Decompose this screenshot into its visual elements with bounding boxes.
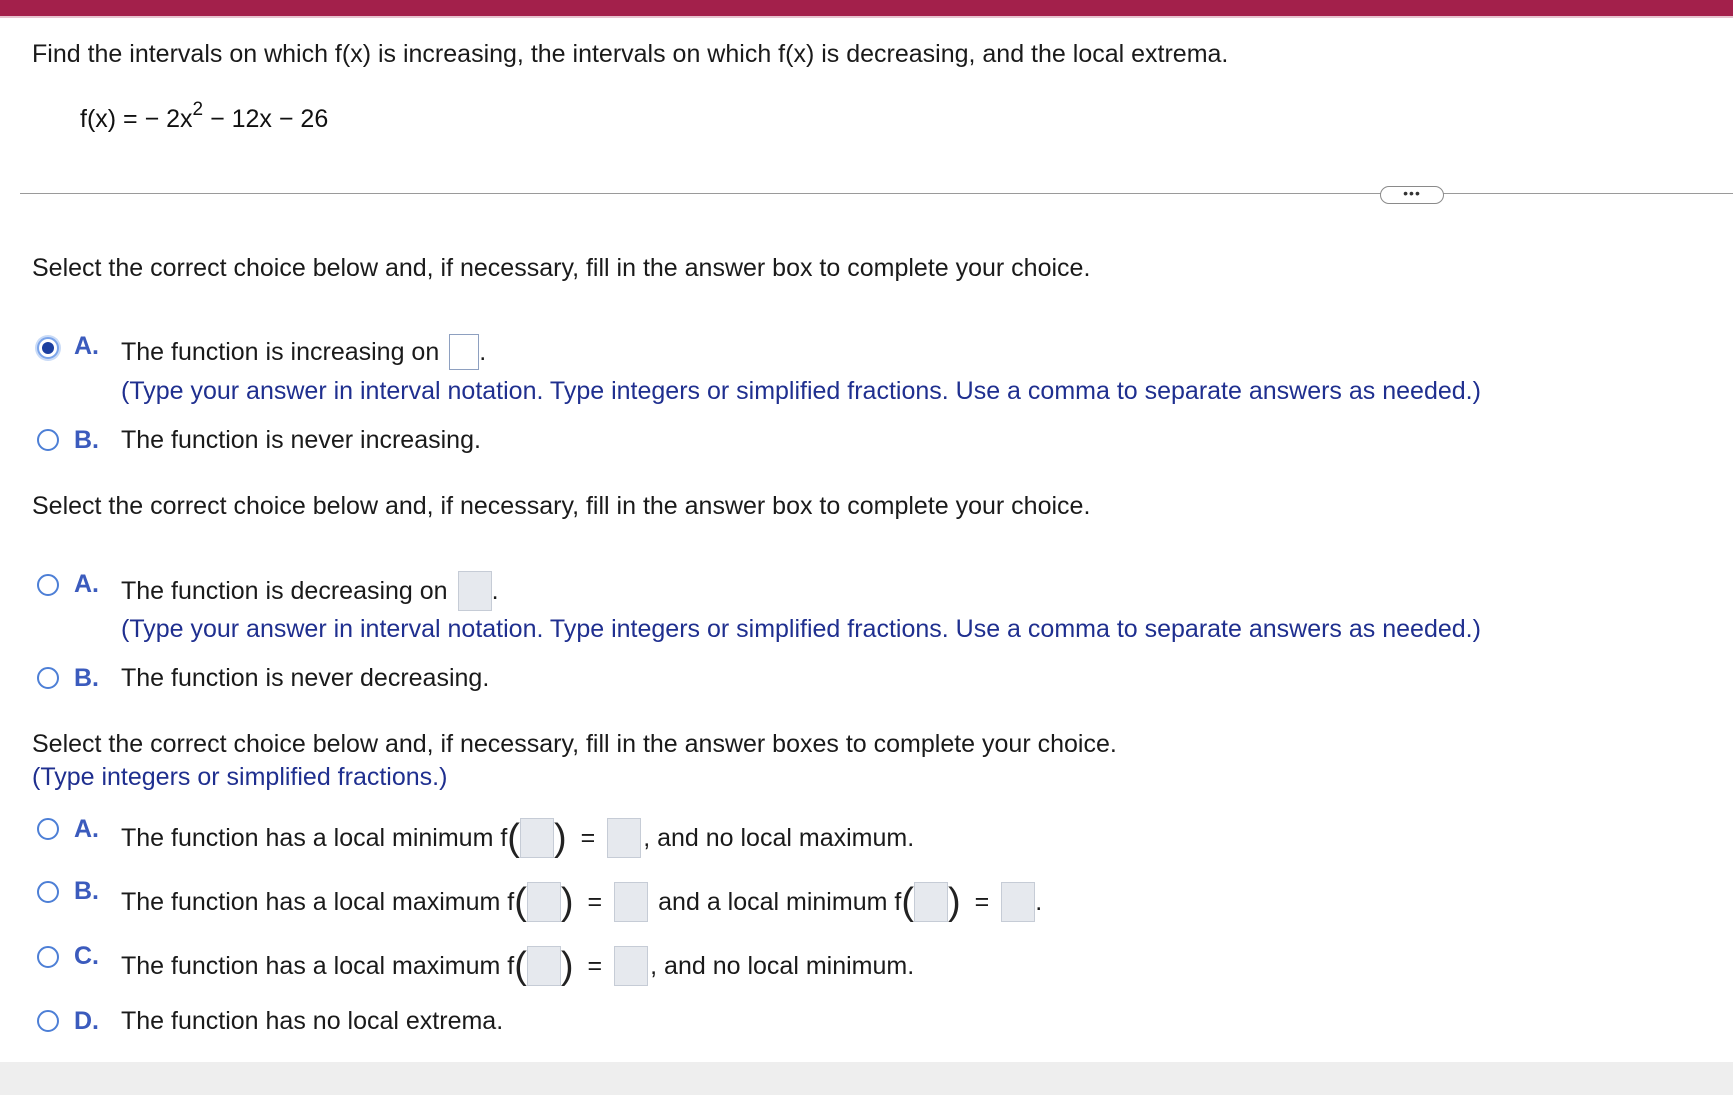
part3-radio-c[interactable] <box>37 946 59 968</box>
part2-choice-a-period: . <box>491 577 499 605</box>
part1-hint: (Type your answer in interval notation. Type integers or simplified fractions. Use a comma to separate answers as needed.) <box>121 377 1481 405</box>
part3-choice-c-text: The function has a local maximum f <box>121 952 515 980</box>
function-rest: − 12x − 26 <box>203 105 329 133</box>
function-term-a: − 2x <box>144 105 193 133</box>
part2-radio-b[interactable] <box>37 667 59 689</box>
part3-b-max-value-input[interactable] <box>614 882 648 922</box>
part3-radio-b[interactable] <box>37 881 59 903</box>
part3-letter-c: C. <box>74 942 99 970</box>
part3-c-max-x-input[interactable] <box>527 946 561 986</box>
part2-letter-b: B. <box>74 664 99 692</box>
part3-a-equals: = <box>580 824 596 852</box>
question-text: Find the intervals on which f(x) is increasing, the intervals on which f(x) is decreasing, and the local extrema. <box>32 40 1229 68</box>
part3-c-max-value-input[interactable] <box>614 946 648 986</box>
part2-interval-input[interactable] <box>458 571 492 611</box>
part3-b-open-paren: ( <box>514 881 527 923</box>
part3-radio-a[interactable] <box>37 818 59 840</box>
part3-choice-a <box>121 818 914 858</box>
part3-choice-c <box>121 946 914 986</box>
part2-radio-a[interactable] <box>37 574 59 596</box>
function-exponent: 2 <box>192 99 204 120</box>
part3-choice-b-mid: and a local minimum f <box>658 888 902 916</box>
part2-instruction: Select the correct choice below and, if necessary, fill in the answer box to complete your choice. <box>32 492 1091 520</box>
part1-letter-a: A. <box>74 332 99 360</box>
top-banner <box>0 0 1733 16</box>
part3-choice-a-text: The function has a local minimum f <box>121 824 508 852</box>
part3-b-open-paren-2: ( <box>901 881 914 923</box>
function-lhs: f(x) = <box>80 105 145 133</box>
part3-b-equals-2: = <box>974 888 990 916</box>
part3-choice-c-tail: , and no local minimum. <box>650 952 915 980</box>
part3-b-max-x-input[interactable] <box>527 882 561 922</box>
part3-choice-b <box>121 882 1042 922</box>
part3-choice-d-text: The function has no local extrema. <box>121 1007 504 1035</box>
part2-letter-a: A. <box>74 570 99 598</box>
part1-letter-b: B. <box>74 426 99 454</box>
part3-b-close-paren: ) <box>560 881 574 923</box>
part3-c-close-paren: ) <box>560 945 574 987</box>
part3-b-min-value-input[interactable] <box>1001 882 1035 922</box>
part1-choice-a-period: . <box>479 338 487 366</box>
part3-letter-b: B. <box>74 877 99 905</box>
part3-c-equals: = <box>587 952 603 980</box>
part1-radio-a[interactable] <box>37 337 59 359</box>
more-options-button[interactable]: ••• <box>1380 186 1444 204</box>
part1-instruction: Select the correct choice below and, if necessary, fill in the answer box to complete your choice. <box>32 254 1091 282</box>
part3-a-open-paren: ( <box>507 817 520 859</box>
function-expression <box>80 99 329 134</box>
part3-hint: (Type integers or simplified fractions.) <box>32 763 448 791</box>
part3-choice-a-tail: , and no local maximum. <box>643 824 915 852</box>
part3-instruction: Select the correct choice below and, if necessary, fill in the answer boxes to complete your choice. <box>32 730 1117 758</box>
part1-choice-a-text: The function is increasing on <box>121 338 440 366</box>
part3-letter-d: D. <box>74 1007 99 1035</box>
footer-bar <box>0 1062 1733 1095</box>
part1-choice-b-text: The function is never increasing. <box>121 426 481 454</box>
part2-choice-b-text: The function is never decreasing. <box>121 664 490 692</box>
part3-c-open-paren: ( <box>514 945 527 987</box>
part3-a-min-x-input[interactable] <box>520 818 554 858</box>
part3-b-min-x-input[interactable] <box>914 882 948 922</box>
part3-a-close-paren: ) <box>553 817 567 859</box>
part1-choice-a <box>121 334 486 370</box>
part3-choice-b-text: The function has a local maximum f <box>121 888 515 916</box>
part3-letter-a: A. <box>74 815 99 843</box>
part2-choice-a <box>121 571 499 611</box>
part3-b-close-paren-2: ) <box>947 881 961 923</box>
part3-b-equals-1: = <box>587 888 603 916</box>
section-divider <box>20 193 1733 194</box>
part3-choice-b-tail: . <box>1035 888 1043 916</box>
part2-choice-a-text: The function is decreasing on <box>121 577 448 605</box>
part1-interval-input[interactable] <box>449 334 479 370</box>
part2-hint: (Type your answer in interval notation. Type integers or simplified fractions. Use a comma to separate answers as needed.) <box>121 615 1481 643</box>
part1-radio-b[interactable] <box>37 429 59 451</box>
top-banner-underline <box>0 16 1733 18</box>
part3-radio-d[interactable] <box>37 1010 59 1032</box>
part3-a-min-value-input[interactable] <box>607 818 641 858</box>
